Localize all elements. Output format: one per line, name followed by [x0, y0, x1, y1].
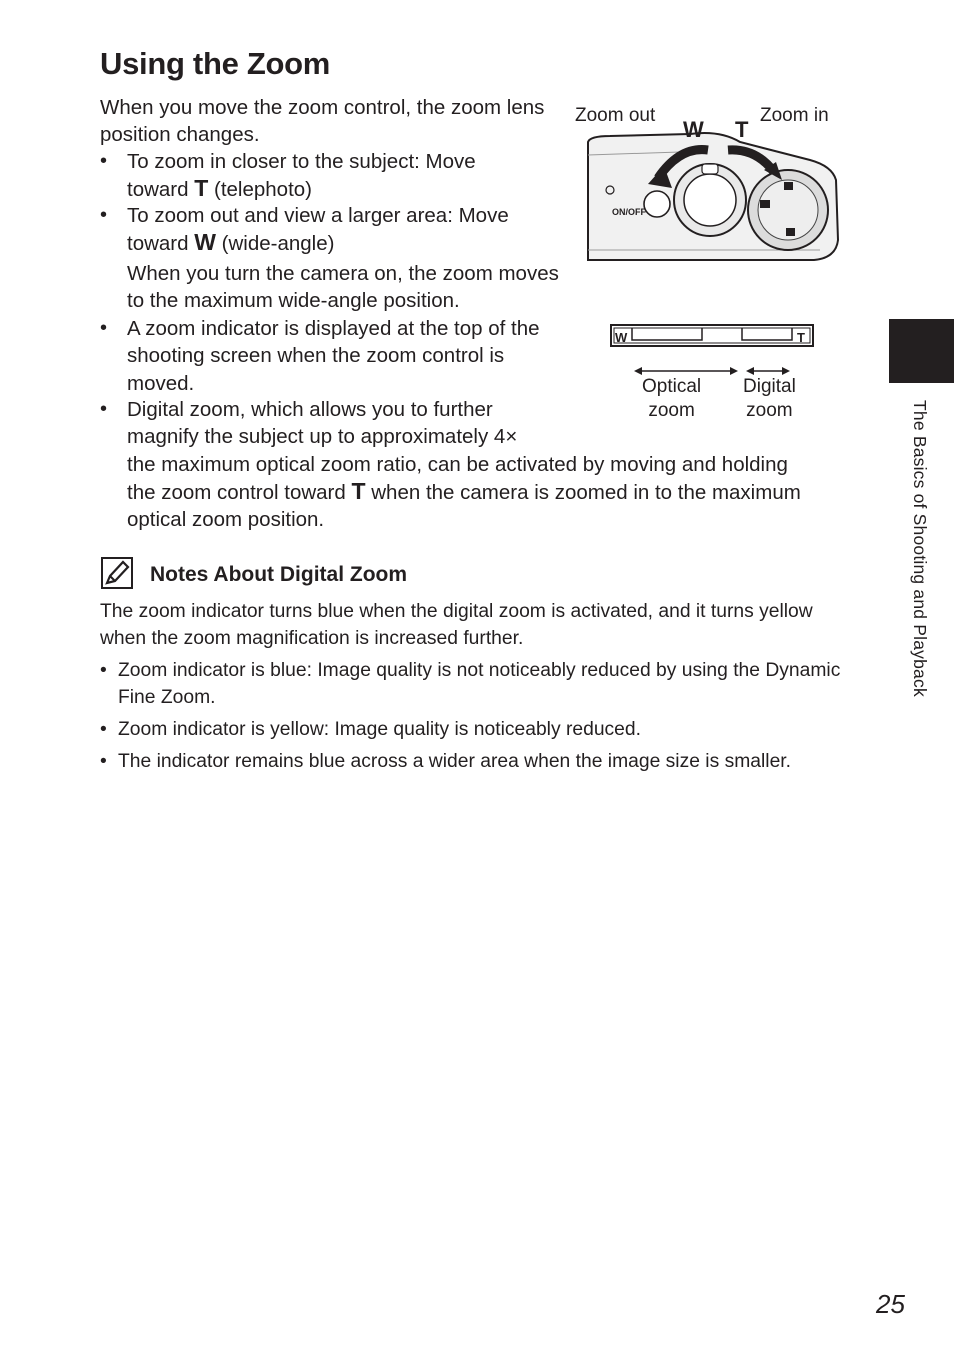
notes-bullet-blue: • Zoom indicator is blue: Image quality is not noticeably reduced by using the Dynamic Fine Zoom. [118, 657, 858, 711]
bullet-dot: • [100, 317, 108, 339]
notes-bullet-yellow: • Zoom indicator is yellow: Image quality is noticeably reduced. [118, 716, 858, 743]
w-key-icon: W [194, 229, 216, 256]
zoom-figure [570, 100, 850, 430]
bullet-dot: • [100, 150, 108, 172]
wide-angle-note: When you turn the camera on, the zoom moves to the maximum wide-angle position. [127, 262, 559, 313]
zoom-in-label: Zoom in [760, 105, 829, 126]
page-number: 25 [876, 1289, 905, 1319]
optical-zoom-label: Optical zoom [642, 376, 702, 421]
chapter-tab [889, 319, 954, 383]
bullet-zoom-out: • To zoom out and view a larger area: Move toward W (wide-angle) [100, 204, 509, 256]
bullet-dot: • [100, 751, 107, 772]
notes-pencil-icon [101, 557, 133, 589]
on-off-label: ON/OFF [612, 207, 646, 217]
bullet-zoom-indicator: • A zoom indicator is displayed at the top of the shooting screen when the zoom control is moved. [100, 317, 540, 395]
page-title: Using the Zoom [100, 46, 331, 81]
bullet-dot: • [100, 204, 108, 226]
t-key-icon: T [351, 477, 366, 504]
zoom-out-label: Zoom out [575, 105, 656, 126]
w-icon: W [683, 117, 704, 142]
indicator-w-icon: W [615, 330, 628, 345]
bullet-dot: • [100, 398, 108, 420]
t-key-icon: T [194, 175, 209, 202]
chapter-title: The Basics of Shooting and Playback [910, 400, 930, 697]
intro-text: When you move the zoom control, the zoom lens position changes. [100, 96, 545, 147]
notes-paragraph: The zoom indicator turns blue when the digital zoom is activated, and it turns yellow when the zoom magnification is increased further. [100, 601, 813, 649]
digital-zoom-label: Digital zoom [743, 376, 796, 421]
notes-bullet-image-size: • The indicator remains blue across a wider area when the image size is smaller. [118, 748, 858, 775]
notes-heading: Notes About Digital Zoom [150, 563, 408, 586]
bullet-dot: • [100, 660, 107, 681]
bullet-dot: • [100, 719, 107, 740]
indicator-t-icon: T [797, 330, 805, 345]
camera-illustration [570, 100, 850, 430]
t-icon: T [735, 117, 749, 142]
bullet-zoom-in: • To zoom in closer to the subject: Move toward T (telephoto) [100, 150, 476, 202]
bullet-digital-zoom: • Digital zoom, which allows you to further magnify the subject up to approximately 4× the maximum optical zoom ratio, can be activated by moving and holding the zoom control toward T when the camera is zoomed in to the maximum optical zoom position. [100, 398, 801, 532]
